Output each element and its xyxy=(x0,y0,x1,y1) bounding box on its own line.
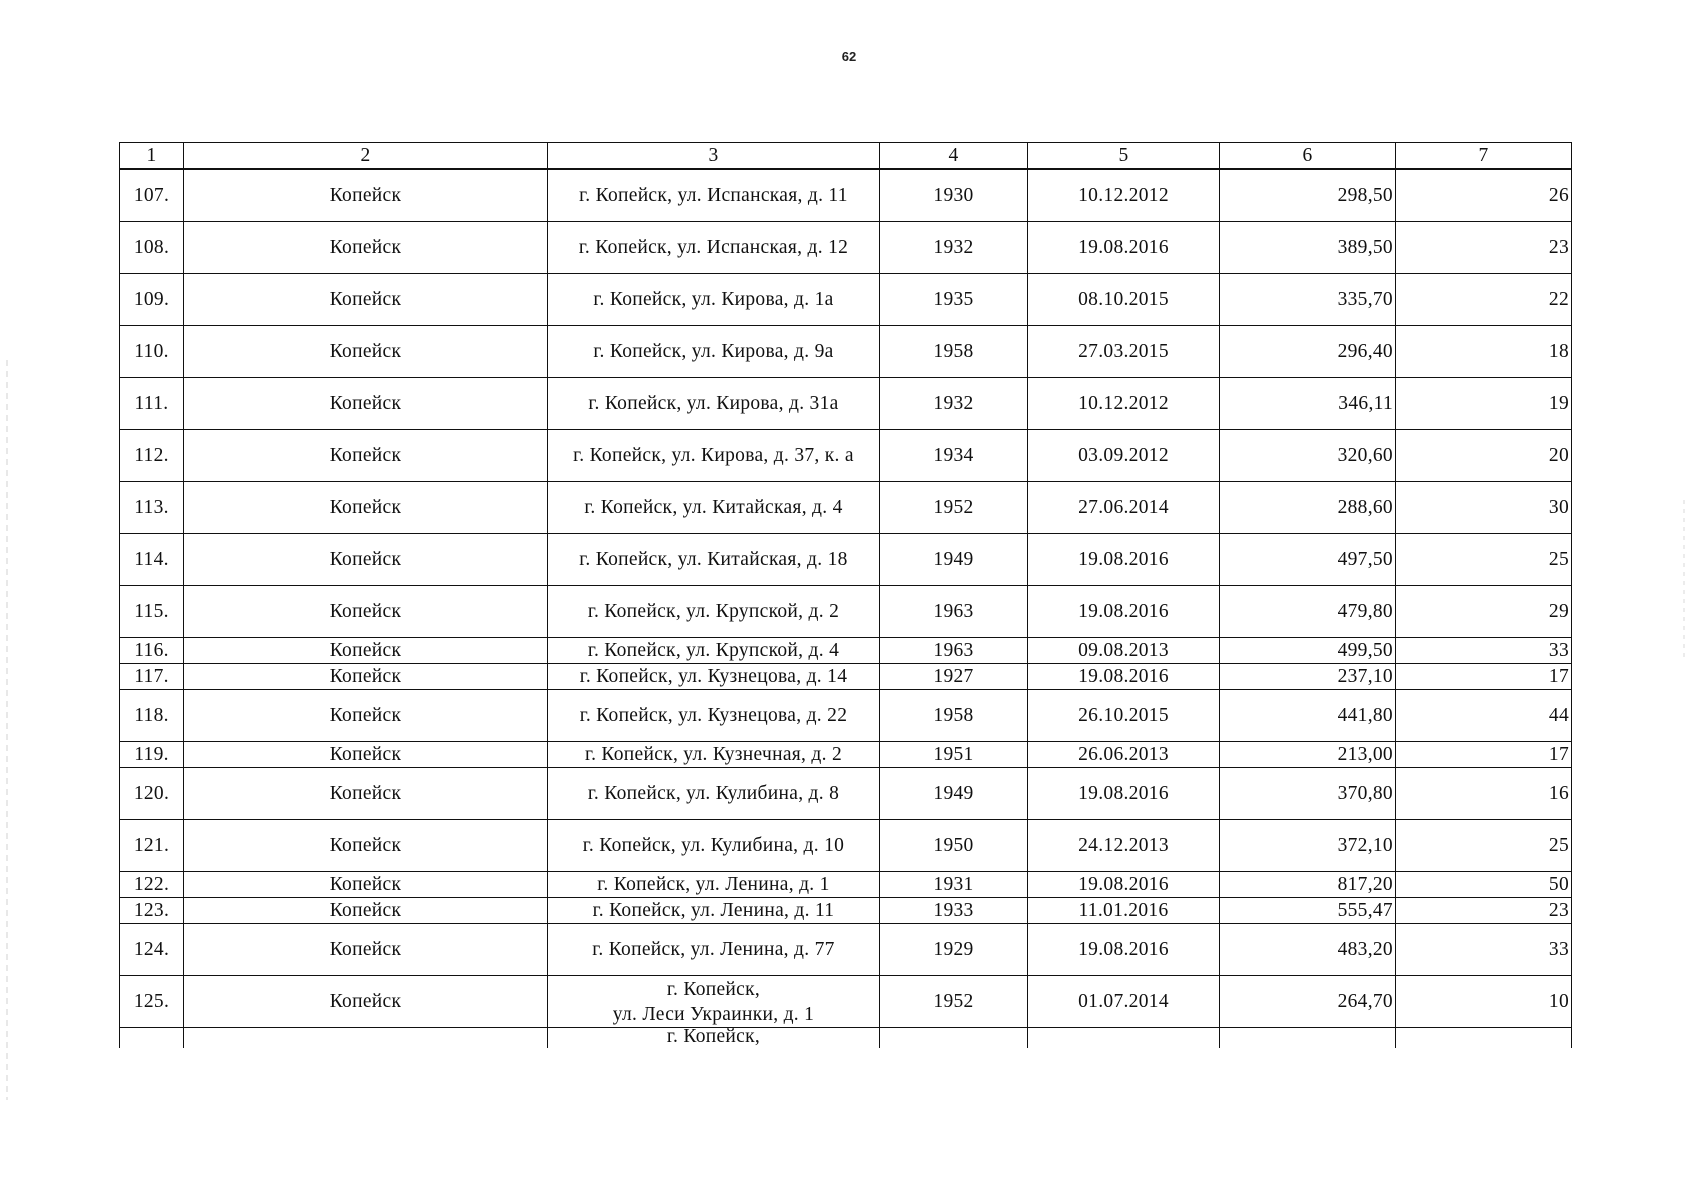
scan-edge-mark-right xyxy=(1683,500,1685,660)
count: 20 xyxy=(1396,430,1572,482)
count: 17 xyxy=(1396,742,1572,768)
page-number: 62 xyxy=(841,49,857,64)
table-row xyxy=(120,169,1572,222)
address: г. Копейск, ул. Кузнецова, д. 22 xyxy=(548,690,880,742)
date: 19.08.2016 xyxy=(1028,924,1220,976)
build-year: 1930 xyxy=(880,169,1028,222)
count: 25 xyxy=(1396,534,1572,586)
date: 10.12.2012 xyxy=(1028,378,1220,430)
count: 10 xyxy=(1396,976,1572,1028)
count: 18 xyxy=(1396,326,1572,378)
date: 26.10.2015 xyxy=(1028,690,1220,742)
row-number: 123. xyxy=(120,898,184,924)
row-number: 108. xyxy=(120,222,184,274)
area: 335,70 xyxy=(1220,274,1396,326)
address: г. Копейск, ул. Крупской, д. 4 xyxy=(548,638,880,664)
address: г. Копейск, ул. Испанская, д. 11 xyxy=(548,169,880,222)
build-year: 1958 xyxy=(880,326,1028,378)
municipality: Копейск xyxy=(184,534,548,586)
area xyxy=(1220,1028,1396,1049)
address: г. Копейск, ул. Испанская, д. 12 xyxy=(548,222,880,274)
build-year: 1933 xyxy=(880,898,1028,924)
address: г. Копейск, ул. Китайская, д. 4 xyxy=(548,482,880,534)
table-row xyxy=(120,326,1572,378)
count: 29 xyxy=(1396,586,1572,638)
table-row xyxy=(120,768,1572,820)
count: 25 xyxy=(1396,820,1572,872)
municipality: Копейск xyxy=(184,742,548,768)
date: 19.08.2016 xyxy=(1028,872,1220,898)
address: г. Копейск, ул. Кулибина, д. 10 xyxy=(548,820,880,872)
column-number-header-row xyxy=(120,143,1572,170)
area: 346,11 xyxy=(1220,378,1396,430)
municipality: Копейск xyxy=(184,274,548,326)
count: 19 xyxy=(1396,378,1572,430)
build-year: 1931 xyxy=(880,872,1028,898)
scan-edge-mark xyxy=(6,360,8,1100)
build-year: 1949 xyxy=(880,534,1028,586)
area: 441,80 xyxy=(1220,690,1396,742)
row-number: 110. xyxy=(120,326,184,378)
address xyxy=(548,976,880,1028)
date: 19.08.2016 xyxy=(1028,534,1220,586)
municipality: Копейск xyxy=(184,872,548,898)
date: 08.10.2015 xyxy=(1028,274,1220,326)
table-row xyxy=(120,898,1572,924)
date: 03.09.2012 xyxy=(1028,430,1220,482)
row-number: 119. xyxy=(120,742,184,768)
count: 50 xyxy=(1396,872,1572,898)
row-number: 116. xyxy=(120,638,184,664)
count: 26 xyxy=(1396,169,1572,222)
count xyxy=(1396,1028,1572,1049)
address: г. Копейск, ул. Ленина, д. 1 xyxy=(548,872,880,898)
build-year: 1932 xyxy=(880,378,1028,430)
address: г. Копейск, ул. Кузнечная, д. 2 xyxy=(548,742,880,768)
date: 26.06.2013 xyxy=(1028,742,1220,768)
count: 23 xyxy=(1396,222,1572,274)
address: г. Копейск, ул. Кулибина, д. 8 xyxy=(548,768,880,820)
column-header: 2 xyxy=(184,143,548,170)
municipality: Копейск xyxy=(184,690,548,742)
date: 10.12.2012 xyxy=(1028,169,1220,222)
address: г. Копейск, ул. Ленина, д. 77 xyxy=(548,924,880,976)
build-year: 1952 xyxy=(880,976,1028,1028)
area: 479,80 xyxy=(1220,586,1396,638)
table-row xyxy=(120,430,1572,482)
table-row xyxy=(120,482,1572,534)
address: г. Копейск, ул. Крупской, д. 2 xyxy=(548,586,880,638)
row-number: 125. xyxy=(120,976,184,1028)
address: г. Копейск, xyxy=(548,1028,880,1049)
table-row xyxy=(120,690,1572,742)
area: 389,50 xyxy=(1220,222,1396,274)
count: 44 xyxy=(1396,690,1572,742)
table-row xyxy=(120,222,1572,274)
address: г. Копейск, ул. Кирова, д. 9а xyxy=(548,326,880,378)
date: 24.12.2013 xyxy=(1028,820,1220,872)
table-row xyxy=(120,534,1572,586)
count: 22 xyxy=(1396,274,1572,326)
area: 499,50 xyxy=(1220,638,1396,664)
table-row xyxy=(120,638,1572,664)
build-year: 1932 xyxy=(880,222,1028,274)
row-number: 112. xyxy=(120,430,184,482)
row-number: 118. xyxy=(120,690,184,742)
build-year: 1952 xyxy=(880,482,1028,534)
area: 497,50 xyxy=(1220,534,1396,586)
count: 16 xyxy=(1396,768,1572,820)
municipality xyxy=(184,1028,548,1049)
area: 298,50 xyxy=(1220,169,1396,222)
address-line: ул. Леси Украинки, д. 1 xyxy=(612,1003,815,1025)
address-line: г. Копейск, xyxy=(666,978,761,1000)
date: 11.01.2016 xyxy=(1028,898,1220,924)
count: 33 xyxy=(1396,638,1572,664)
build-year: 1935 xyxy=(880,274,1028,326)
address: г. Копейск, ул. Китайская, д. 18 xyxy=(548,534,880,586)
row-number: 113. xyxy=(120,482,184,534)
address: г. Копейск, ул. Кузнецова, д. 14 xyxy=(548,664,880,690)
build-year: 1951 xyxy=(880,742,1028,768)
row-number: 124. xyxy=(120,924,184,976)
area: 370,80 xyxy=(1220,768,1396,820)
column-header: 3 xyxy=(548,143,880,170)
address: г. Копейск, ул. Кирова, д. 37, к. а xyxy=(548,430,880,482)
row-number: 107. xyxy=(120,169,184,222)
municipality: Копейск xyxy=(184,898,548,924)
build-year: 1934 xyxy=(880,430,1028,482)
table-row xyxy=(120,924,1572,976)
table-row xyxy=(120,820,1572,872)
row-number: 120. xyxy=(120,768,184,820)
table-row xyxy=(120,664,1572,690)
date: 19.08.2016 xyxy=(1028,768,1220,820)
municipality: Копейск xyxy=(184,586,548,638)
row-number: 121. xyxy=(120,820,184,872)
municipality: Копейск xyxy=(184,326,548,378)
count: 23 xyxy=(1396,898,1572,924)
date: 27.06.2014 xyxy=(1028,482,1220,534)
municipality: Копейск xyxy=(184,482,548,534)
municipality: Копейск xyxy=(184,820,548,872)
column-header: 7 xyxy=(1396,143,1572,170)
table-row xyxy=(120,274,1572,326)
municipality: Копейск xyxy=(184,169,548,222)
build-year: 1950 xyxy=(880,820,1028,872)
date: 09.08.2013 xyxy=(1028,638,1220,664)
municipality: Копейск xyxy=(184,924,548,976)
column-header: 1 xyxy=(120,143,184,170)
table-row xyxy=(120,378,1572,430)
table-row xyxy=(120,872,1572,898)
address: г. Копейск, ул. Кирова, д. 1а xyxy=(548,274,880,326)
build-year: 1963 xyxy=(880,586,1028,638)
municipality: Копейск xyxy=(184,768,548,820)
table-row xyxy=(120,586,1572,638)
row-number: 115. xyxy=(120,586,184,638)
date xyxy=(1028,1028,1220,1049)
table-row xyxy=(120,742,1572,768)
column-header: 5 xyxy=(1028,143,1220,170)
municipality: Копейск xyxy=(184,638,548,664)
column-header: 4 xyxy=(880,143,1028,170)
municipality: Копейск xyxy=(184,222,548,274)
count: 17 xyxy=(1396,664,1572,690)
housing-register-table xyxy=(119,142,1572,1048)
row-number: 122. xyxy=(120,872,184,898)
build-year: 1958 xyxy=(880,690,1028,742)
area: 817,20 xyxy=(1220,872,1396,898)
row-number: 109. xyxy=(120,274,184,326)
date: 19.08.2016 xyxy=(1028,586,1220,638)
table-row xyxy=(120,976,1572,1028)
address: г. Копейск, ул. Кирова, д. 31а xyxy=(548,378,880,430)
row-number xyxy=(120,1028,184,1049)
count: 30 xyxy=(1396,482,1572,534)
area: 288,60 xyxy=(1220,482,1396,534)
area: 372,10 xyxy=(1220,820,1396,872)
build-year xyxy=(880,1028,1028,1049)
area: 264,70 xyxy=(1220,976,1396,1028)
area: 213,00 xyxy=(1220,742,1396,768)
area: 296,40 xyxy=(1220,326,1396,378)
municipality: Копейск xyxy=(184,430,548,482)
area: 320,60 xyxy=(1220,430,1396,482)
column-header: 6 xyxy=(1220,143,1396,170)
build-year: 1929 xyxy=(880,924,1028,976)
row-number: 114. xyxy=(120,534,184,586)
date: 01.07.2014 xyxy=(1028,976,1220,1028)
address: г. Копейск, ул. Ленина, д. 11 xyxy=(548,898,880,924)
count: 33 xyxy=(1396,924,1572,976)
municipality: Копейск xyxy=(184,664,548,690)
date: 19.08.2016 xyxy=(1028,664,1220,690)
municipality: Копейск xyxy=(184,976,548,1028)
date: 19.08.2016 xyxy=(1028,222,1220,274)
date: 27.03.2015 xyxy=(1028,326,1220,378)
build-year: 1963 xyxy=(880,638,1028,664)
row-number: 111. xyxy=(120,378,184,430)
area: 483,20 xyxy=(1220,924,1396,976)
area: 237,10 xyxy=(1220,664,1396,690)
area: 555,47 xyxy=(1220,898,1396,924)
build-year: 1949 xyxy=(880,768,1028,820)
table-row-continued xyxy=(120,1028,1572,1049)
build-year: 1927 xyxy=(880,664,1028,690)
municipality: Копейск xyxy=(184,378,548,430)
row-number: 117. xyxy=(120,664,184,690)
